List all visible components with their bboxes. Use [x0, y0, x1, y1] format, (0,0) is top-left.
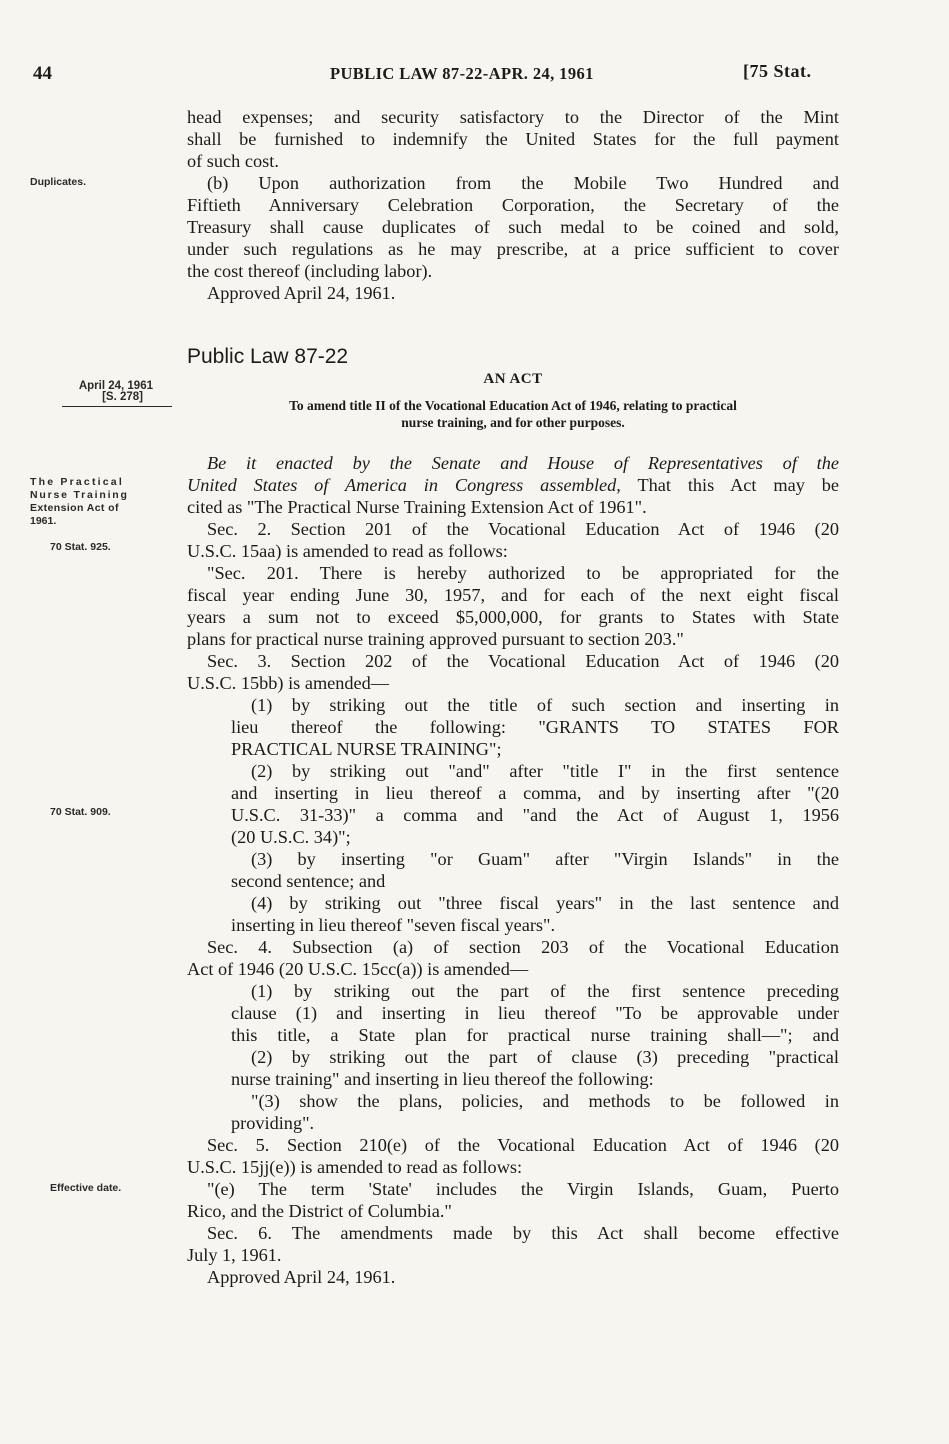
- text-line: PRACTICAL NURSE TRAINING";: [231, 739, 502, 759]
- text-line: Act of 1946 (20 U.S.C. 15cc(a)) is amended—: [187, 959, 529, 979]
- statute-reference: [75 Stat.: [743, 61, 812, 81]
- running-title: PUBLIC LAW 87-22-APR. 24, 1961: [330, 64, 594, 83]
- margin-note-duplicates: Duplicates.: [30, 176, 87, 188]
- text-line: of such cost.: [187, 151, 279, 171]
- text-line: and inserting in lieu thereof a comma, and by inserting after "(20: [231, 783, 839, 803]
- text-line: July 1, 1961.: [187, 1245, 282, 1265]
- enacting-clause: Be it enacted by the Senate and House of Representatives of the: [207, 453, 839, 473]
- margin-note-date: April 24, 1961: [78, 380, 153, 392]
- text-line: under such regulations as he may prescribe, at a price sufficient to cover: [187, 239, 839, 259]
- text-line: nurse training" and inserting in lieu thereof the following:: [231, 1069, 654, 1089]
- margin-note-effective-date: Effective date.: [50, 1182, 122, 1194]
- text-line: (2) by striking out "and" after "title I" in the first sentence: [251, 761, 839, 781]
- text-line: clause (1) and inserting in lieu thereof "To be approvable under: [231, 1003, 839, 1023]
- text-line: Sec. 3. Section 202 of the Vocational Education Act of 1946 (20: [207, 651, 839, 671]
- text-line: "(e) The term 'State' includes the Virgin Islands, Guam, Puerto: [207, 1179, 839, 1199]
- text-line: head expenses; and security satisfactory to the Director of the Mint: [187, 107, 839, 127]
- text-line: (b) Upon authorization from the Mobile Two Hundred and: [207, 173, 839, 193]
- text-line: Fiftieth Anniversary Celebration Corporation, the Secretary of the: [187, 195, 839, 215]
- text-line: Sec. 6. The amendments made by this Act shall become effective: [207, 1223, 839, 1243]
- page-number: 44: [33, 63, 52, 84]
- text-line: lieu thereof the following: "GRANTS TO STATES FOR: [231, 717, 839, 737]
- text-line: Sec. 4. Subsection (a) of section 203 of the Vocational Education: [207, 937, 839, 957]
- text-line: (20 U.S.C. 34)";: [231, 827, 351, 847]
- text-line: U.S.C. 15jj(e)) is amended to read as follows:: [187, 1157, 523, 1177]
- short-title-line: 1961.: [30, 515, 57, 527]
- enacting-clause-line2: [187, 474, 839, 496]
- text-line: providing".: [231, 1113, 315, 1133]
- text-line: "(3) show the plans, policies, and methods to be followed in: [251, 1091, 839, 1111]
- short-title-line: Nurse Training: [30, 489, 129, 501]
- text-line: Treasury shall cause duplicates of such medal to be coined and sold,: [187, 217, 839, 237]
- margin-note-bill: [S. 278]: [102, 391, 143, 403]
- text-line: U.S.C. 31-33)" a comma and "and the Act of August 1, 1956: [231, 805, 839, 825]
- text-line: second sentence; and: [231, 871, 386, 891]
- text-line: fiscal year ending June 30, 1957, and for each of the next eight fiscal: [187, 585, 839, 605]
- short-title-line: The Practical: [30, 476, 124, 488]
- act-summary: [187, 397, 839, 431]
- text-line: "Sec. 201. There is hereby authorized to be appropriated for the: [207, 563, 839, 583]
- text-line: plans for practical nurse training approved pursuant to section 203.": [187, 629, 684, 649]
- enacting-rest: That this Act may be: [620, 475, 839, 495]
- text-line: cited as "The Practical Nurse Training Extension Act of 1961".: [187, 497, 647, 517]
- margin-rule: [62, 406, 172, 407]
- act-body: [187, 452, 839, 1288]
- public-law-title: Public Law 87-22: [187, 345, 349, 368]
- text-line: (4) by striking out "three fiscal years" in the last sentence and: [251, 893, 839, 913]
- summary-line: To amend title II of the Vocational Education Act of 1946, relating to practical: [289, 398, 737, 413]
- text-line: inserting in lieu thereof "seven fiscal years".: [231, 915, 556, 935]
- approved-line: Approved April 24, 1961.: [207, 1267, 396, 1287]
- text-line: (1) by striking out the part of the first sentence preceding: [251, 981, 839, 1001]
- text-line: (3) by inserting "or Guam" after "Virgin Islands" in the: [251, 849, 839, 869]
- margin-note-70-stat-909: 70 Stat. 909.: [50, 806, 111, 818]
- approved-line: Approved April 24, 1961.: [207, 283, 396, 303]
- text-line: years a sum not to exceed $5,000,000, for grants to States with State: [187, 607, 839, 627]
- enacting-italic: United States of America in Congress assembled,: [187, 475, 621, 495]
- text-line: the cost thereof (including labor).: [187, 261, 433, 281]
- text-line: Rico, and the District of Columbia.": [187, 1201, 452, 1221]
- text-line: U.S.C. 15aa) is amended to read as follows:: [187, 541, 508, 561]
- an-act-heading: AN ACT: [483, 371, 543, 387]
- text-line: this title, a State plan for practical nurse training shall—"; and: [231, 1025, 839, 1045]
- text-line: (2) by striking out the part of clause (3) preceding "practical: [251, 1047, 839, 1067]
- text-line: U.S.C. 15bb) is amended—: [187, 673, 390, 693]
- margin-note-short-title: [30, 476, 178, 528]
- text-line: Sec. 2. Section 201 of the Vocational Education Act of 1946 (20: [207, 519, 839, 539]
- text-line: (1) by striking out the title of such section and inserting in: [251, 695, 839, 715]
- continuation-text: [187, 106, 839, 304]
- summary-line: nurse training, and for other purposes.: [401, 415, 625, 430]
- text-line: shall be furnished to indemnify the United States for the full payment: [187, 129, 839, 149]
- text-line: Sec. 5. Section 210(e) of the Vocational Education Act of 1946 (20: [207, 1135, 839, 1155]
- short-title-line: Extension Act of: [30, 502, 119, 514]
- margin-note-70-stat-925: 70 Stat. 925.: [50, 541, 111, 553]
